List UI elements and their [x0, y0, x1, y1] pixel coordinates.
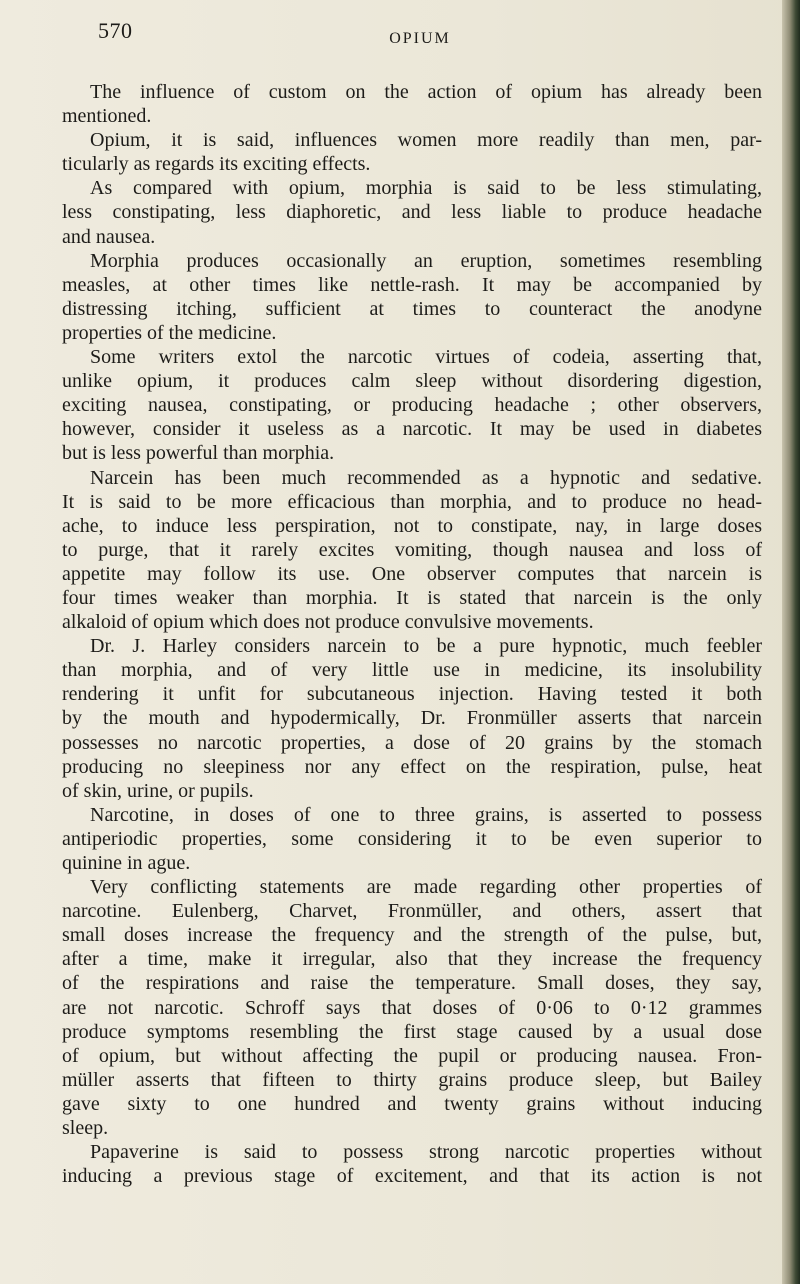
text-line: It is said to be more efficacious than morphia, and to produce no head- — [62, 490, 762, 513]
page-number: 570 — [98, 18, 133, 43]
text-line: of skin, urine, or pupils. — [62, 779, 254, 802]
text-line: inducing a previous stage of excitement, and that its action is not — [62, 1165, 762, 1188]
text-line: but is less powerful than morphia. — [62, 442, 335, 465]
text-line: after a time, make it irregular, also that they increase the frequency — [62, 948, 762, 971]
text-line: producing no sleepiness nor any effect on the respiration, pulse, heat — [62, 755, 762, 778]
text-line: mentioned. — [62, 105, 152, 128]
text-line: to purge, that it rarely excites vomiting, though nausea and loss of — [62, 538, 762, 561]
text-line: by the mouth and hypodermically, Dr. Fronmüller asserts that narcein — [62, 707, 762, 730]
text-line: quinine in ague. — [62, 852, 191, 874]
text-line: appetite may follow its use. One observer computes that narcein is — [62, 562, 762, 585]
text-line: less constipating, less diaphoretic, and less liable to produce headache — [62, 201, 762, 224]
text-line: produce symptoms resembling the first stage caused by a usual dose — [62, 1020, 762, 1043]
text-line: possesses no narcotic properties, a dose of 20 grains by the stomach — [62, 731, 762, 754]
text-line: gave sixty to one hundred and twenty grains without inducing — [62, 1092, 762, 1115]
text-line: Very conflicting statements are made regarding other properties of — [90, 876, 762, 899]
text-line: measles, at other times like nettle-rash. It may be accompanied by — [62, 273, 762, 296]
body-text — [62, 80, 762, 1188]
text-line: ache, to induce less perspiration, not to constipate, nay, in large doses — [62, 514, 762, 537]
text-line: four times weaker than morphia. It is stated that narcein is the only — [62, 586, 762, 609]
text-line: Opium, it is said, influences women more readily than men, par- — [90, 129, 762, 152]
text-line: are not narcotic. Schroff says that doses of 0·06 to 0·12 grammes — [62, 996, 762, 1019]
text-line: sleep. — [62, 1117, 109, 1140]
text-line: antiperiodic properties, some considering it to be even superior to — [62, 827, 762, 850]
text-line: small doses increase the frequency and the strength of the pulse, but, — [62, 924, 762, 947]
text-line: unlike opium, it produces calm sleep without disordering digestion, — [62, 370, 762, 393]
text-line: Narcein has been much recommended as a hypnotic and sedative. — [90, 466, 762, 489]
text-line: As compared with opium, morphia is said to be less stimulating, — [90, 177, 762, 200]
text-line: Narcotine, in doses of one to three grains, is asserted to possess — [90, 803, 762, 826]
text-line: exciting nausea, constipating, or producing headache ; other observers, — [62, 394, 762, 417]
text-line: Papaverine is said to possess strong narcotic properties without — [90, 1141, 762, 1164]
text-line: and nausea. — [62, 225, 156, 248]
text-line: narcotine. Eulenberg, Charvet, Fronmüller, and others, assert that — [62, 900, 762, 923]
text-line: Some writers extol the narcotic virtues of codeia, asserting that, — [90, 346, 762, 369]
text-line: müller asserts that fifteen to thirty grains produce sleep, but Bailey — [62, 1068, 762, 1091]
text-line: The influence of custom on the action of opium has already been — [90, 81, 762, 103]
page-edge-shadow — [782, 0, 800, 1284]
text-line: of opium, but without affecting the pupil or producing nausea. Fron- — [62, 1044, 762, 1067]
text-line: Dr. J. Harley considers narcein to be a pure hypnotic, much feebler — [90, 635, 762, 658]
text-line: however, consider it useless as a narcotic. It may be used in diabetes — [62, 418, 762, 441]
text-line: ticularly as regards its exciting effects. — [62, 153, 371, 176]
text-line: distressing itching, sufficient at times to counteract the anodyne — [62, 297, 762, 320]
running-head: OPIUM — [389, 30, 451, 47]
text-line: of the respirations and raise the temperature. Small doses, they say, — [62, 972, 762, 995]
text-line: alkaloid of opium which does not produce convulsive movements. — [62, 611, 594, 634]
text-line: Morphia produces occasionally an eruption, sometimes resembling — [90, 249, 762, 272]
text-line: than morphia, and of very little use in medicine, its insolubility — [62, 659, 762, 682]
text-line: rendering it unfit for subcutaneous injection. Having tested it both — [62, 683, 762, 706]
text-line: properties of the medicine. — [62, 321, 277, 344]
